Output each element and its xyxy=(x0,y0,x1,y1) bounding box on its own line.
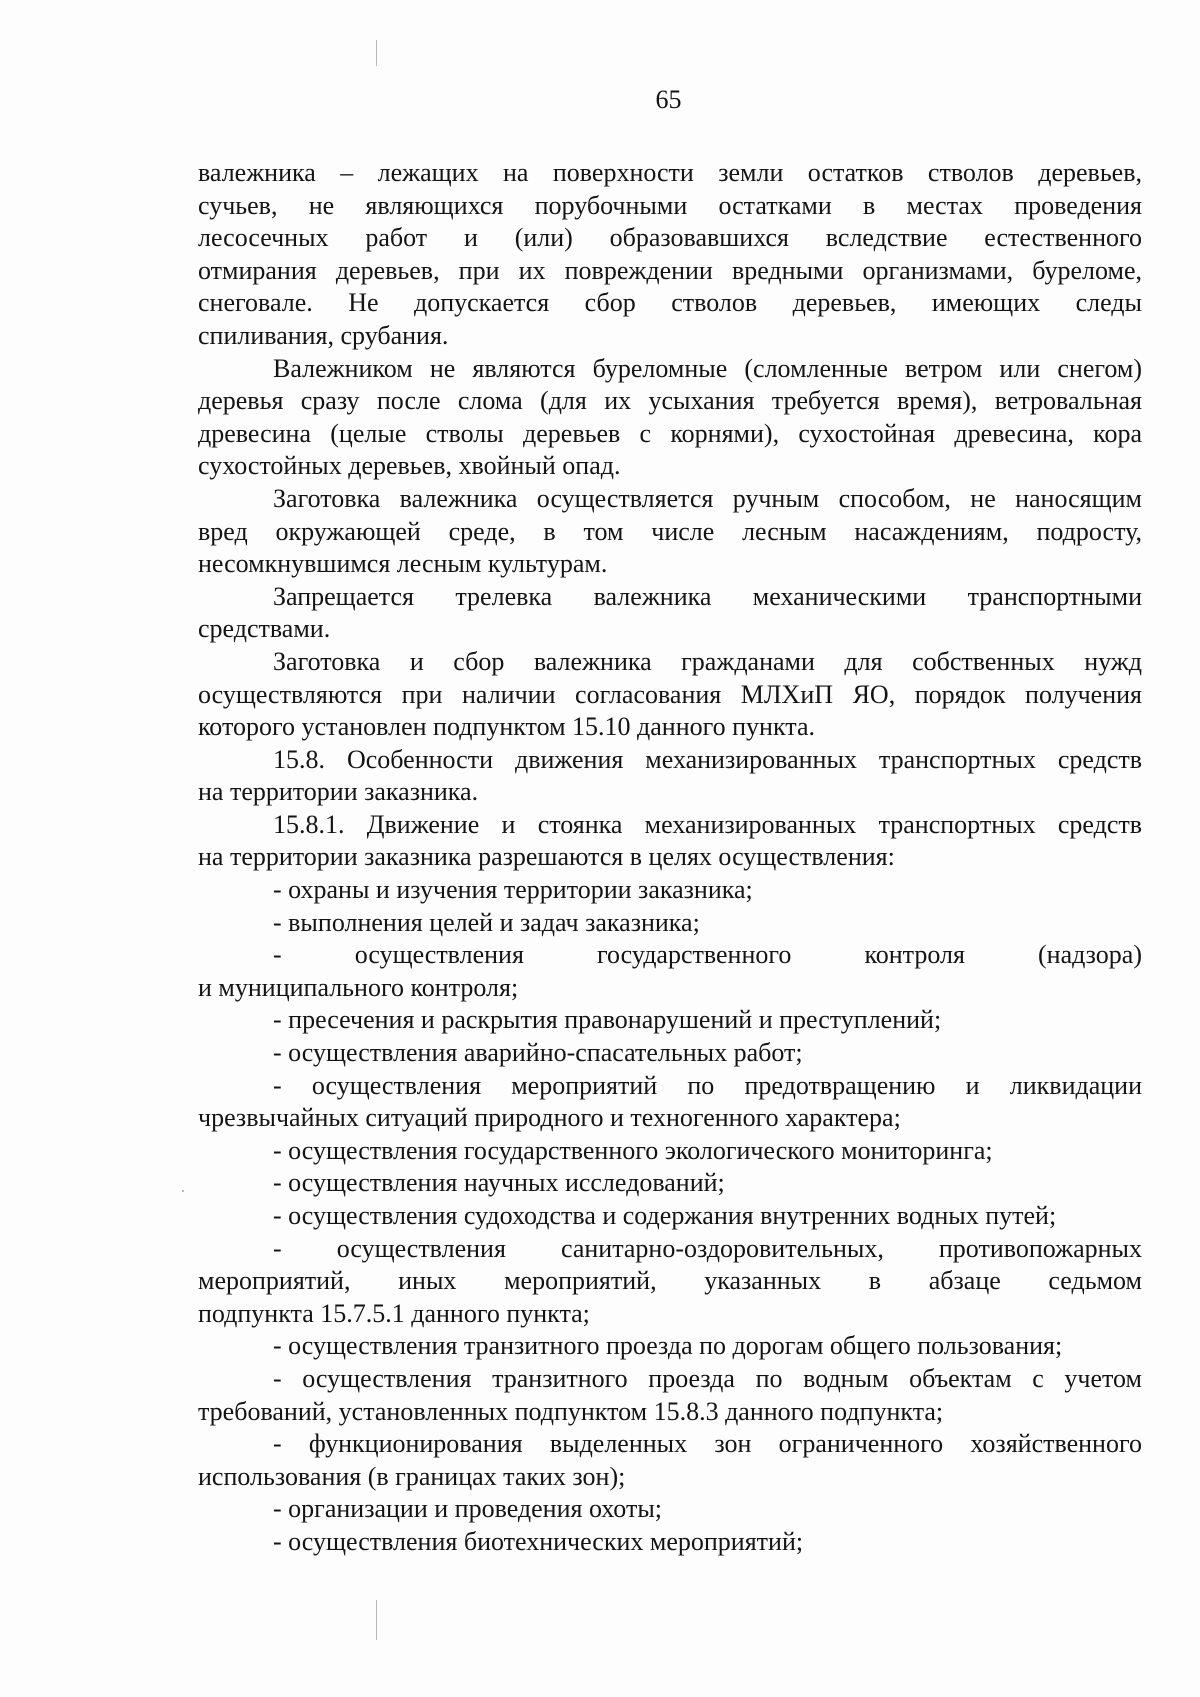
text-line: несомкнувшимся лесным культурам. xyxy=(198,549,608,579)
text-line: отмирания деревьев, при их повреждении вредными организмами, буреломе, xyxy=(198,255,1142,285)
text-line: требований, установленных подпунктом 15.8.3 данного подпункта; xyxy=(198,1396,944,1426)
text-line: - осуществления транзитного проезда по водным объектам с учетом xyxy=(273,1363,1142,1393)
text-line: вред окружающей среде, в том числе лесным насаждениям, подросту, xyxy=(198,516,1142,546)
paragraph xyxy=(198,353,1142,483)
text-line: которого установлен подпунктом 15.10 данного пункта. xyxy=(198,712,815,742)
text-line: - осуществления аварийно-спасательных работ; xyxy=(273,1038,803,1068)
text-line: и муниципального контроля; xyxy=(198,972,519,1002)
text-line: на территории заказника. xyxy=(198,777,479,807)
text-line: 15.8.1. Движение и стоянка механизированных транспортных средств xyxy=(273,809,1142,839)
paragraph xyxy=(198,809,1142,874)
text-line: мероприятий, иных мероприятий, указанных в абзаце седьмом xyxy=(198,1266,1142,1296)
scan-artifact xyxy=(376,40,377,66)
paragraph xyxy=(198,581,1142,646)
text-line: использования (в границах таких зон); xyxy=(198,1461,626,1491)
paragraph xyxy=(198,1233,1142,1331)
paragraph xyxy=(198,1526,1142,1559)
paragraph xyxy=(198,1037,1142,1070)
paragraph xyxy=(198,907,1142,940)
text-line: - осуществления мероприятий по предотвращению и ликвидации xyxy=(273,1070,1142,1100)
text-line: - осуществления транзитного проезда по дорогам общего пользования; xyxy=(273,1331,1063,1361)
text-line: - пресечения и раскрытия правонарушений и преступлений; xyxy=(273,1005,942,1035)
text-line: сучьев, не являющихся порубочными остатками в местах проведения xyxy=(198,190,1142,220)
text-line: - осуществления санитарно-оздоровительных, противопожарных xyxy=(273,1233,1142,1263)
paragraph xyxy=(198,1167,1142,1200)
text-line: осуществляются при наличии согласования МЛХиП ЯО, порядок получения xyxy=(198,679,1142,709)
text-line: средствами. xyxy=(198,614,331,644)
paragraph xyxy=(198,483,1142,581)
text-line: древесина (целые стволы деревьев с корнями), сухостойная древесина, кора xyxy=(198,418,1142,448)
text-line: - осуществления государственного контроля (надзора) xyxy=(273,940,1142,970)
text-line: - функционирования выделенных зон ограниченного хозяйственного xyxy=(273,1429,1142,1459)
paragraph xyxy=(198,1004,1142,1037)
scan-artifact xyxy=(182,1190,184,1192)
paragraph xyxy=(198,1428,1142,1493)
text-line: 15.8. Особенности движения механизированных транспортных средств xyxy=(273,744,1142,774)
text-line: Валежником не являются буреломные (сломленные ветром или снегом) xyxy=(273,353,1142,383)
paragraph xyxy=(198,157,1142,353)
text-line: подпункта 15.7.5.1 данного пункта; xyxy=(198,1298,590,1328)
paragraph xyxy=(198,939,1142,1004)
text-line: валежника – лежащих на поверхности земли остатков стволов деревьев, xyxy=(198,158,1142,187)
page-number: 65 xyxy=(655,85,682,114)
text-line: лесосечных работ и (или) образовавшихся вследствие естественного xyxy=(198,223,1142,253)
text-line: Запрещается трелевка валежника механическими транспортными xyxy=(273,581,1142,611)
text-line: - организации и проведения охоты; xyxy=(273,1494,663,1524)
paragraph xyxy=(198,1330,1142,1363)
paragraph xyxy=(198,1363,1142,1428)
paragraph xyxy=(198,744,1142,809)
text-line: чрезвычайных ситуаций природного и техногенного характера; xyxy=(198,1103,901,1133)
paragraph xyxy=(198,1070,1142,1135)
text-line: - осуществления государственного экологического мониторинга; xyxy=(273,1135,993,1165)
paragraph xyxy=(198,1200,1142,1233)
text-line: Заготовка валежника осуществляется ручным способом, не наносящим xyxy=(273,483,1142,513)
paragraph xyxy=(198,1135,1142,1168)
text-line: Заготовка и сбор валежника гражданами для собственных нужд xyxy=(273,646,1142,676)
text-line: спиливания, срубания. xyxy=(198,320,449,350)
paragraph xyxy=(198,646,1142,744)
document-body xyxy=(198,157,1142,1559)
text-line: снеговале. Не допускается сбор стволов деревьев, имеющих следы xyxy=(198,288,1142,318)
text-line: сухостойных деревьев, хвойный опад. xyxy=(198,451,621,481)
text-line: - осуществления научных исследований; xyxy=(273,1168,725,1198)
paragraph xyxy=(198,1493,1142,1526)
text-line: - выполнения целей и задач заказника; xyxy=(273,907,700,937)
text-line: на территории заказника разрешаются в целях осуществления: xyxy=(198,842,895,872)
text-line: - осуществления судоходства и содержания внутренних водных путей; xyxy=(273,1201,1057,1230)
scan-artifact xyxy=(376,1600,377,1640)
text-line: - охраны и изучения территории заказника; xyxy=(273,875,753,905)
paragraph xyxy=(198,874,1142,907)
text-line: деревья сразу после слома (для их усыхания требуется время), ветровальная xyxy=(198,386,1142,416)
text-line: - осуществления биотехнических мероприятий; xyxy=(273,1526,804,1556)
